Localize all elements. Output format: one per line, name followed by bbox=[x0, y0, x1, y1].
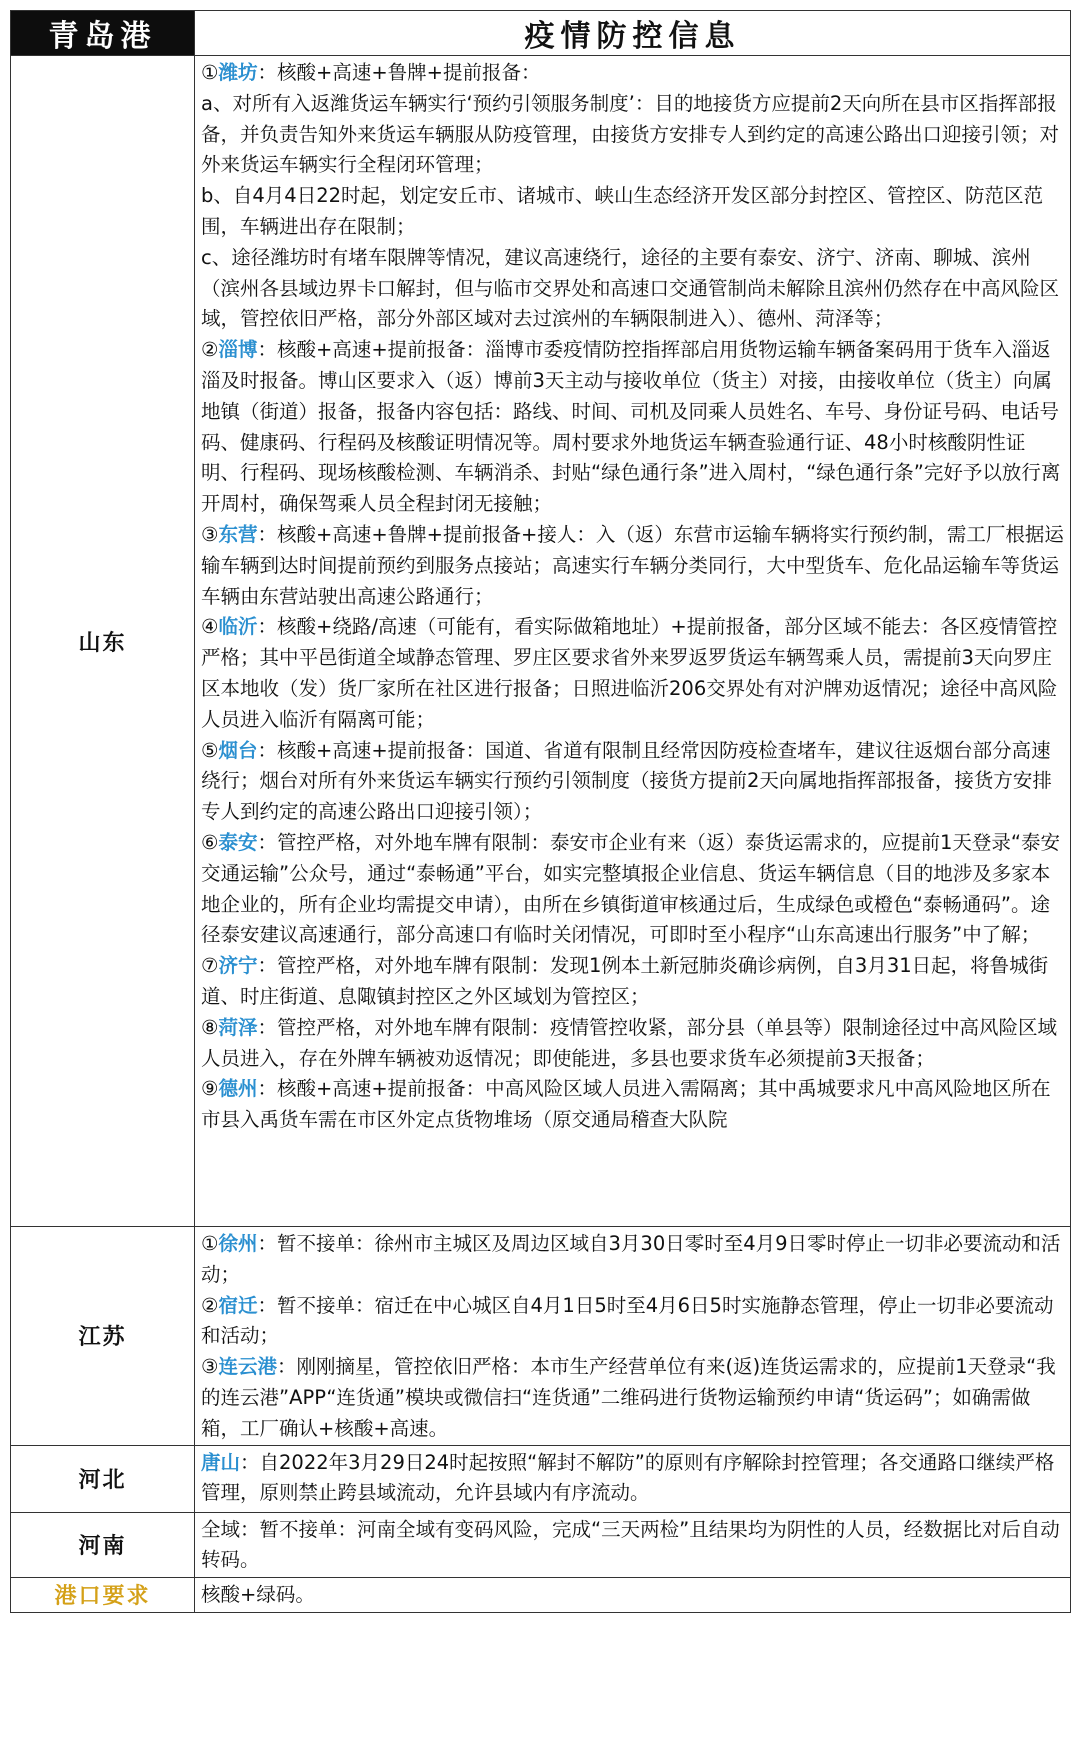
item-number: ① bbox=[201, 1232, 219, 1255]
city-name: 淄博 bbox=[218, 338, 258, 362]
item-text: ：刚刚摘星，管控依旧严格：本市生产经营单位有来(返)连货运需求的，应提前1天登录“我的连云港”APP“连货通”模块或微信扫“连货通”二维码进行货物运输预约申请“货运码”；如确需做箱，工厂确认+核酸+高速。 bbox=[201, 1355, 1056, 1440]
city-name: 德州 bbox=[218, 1077, 258, 1101]
item-text: ：核酸+高速+提前报备：中高风险区域人员进入需隔离；其中禹城要求凡中高风险地区所在市县入禹货车需在市区外定点货物堆场（原交通局稽查大队院 bbox=[201, 1077, 1051, 1132]
item-number: ⑨ bbox=[201, 1077, 219, 1101]
info-item bbox=[201, 736, 1064, 828]
row-hebei bbox=[11, 1445, 1071, 1512]
info-cell bbox=[195, 1445, 1071, 1512]
city-name: 唐山 bbox=[201, 1450, 241, 1474]
info-item bbox=[201, 951, 1064, 1013]
item-text: ：管控严格，对外地车牌有限制：泰安市企业有来（返）泰货运需求的，应提前1天登录“泰安交通运输”公众号，通过“泰畅通”平台，如实完整填报企业信息、货运车辆信息（目的地涉及多家本地企业的，所有企业均需提交申请），由所在乡镇街道审核通过后，生成绿色或橙色“泰畅通码”。途径泰安建议高速通行，部分高速口有临时关闭情况，可即时至小程序“山东高速出行服务”中了解； bbox=[201, 830, 1061, 947]
item-number: ③ bbox=[201, 1355, 219, 1379]
info-cell bbox=[195, 1227, 1071, 1446]
info-item bbox=[201, 58, 1064, 335]
item-text: ：核酸+高速+鲁牌+提前报备+接人：入（返）东营市运输车辆将实行预约制，需工厂根据运输车辆到达时间提前预约到服务点接站；高速实行车辆分类同行，大中型货车、危化品运输车等货运车辆由东营站驶出高速公路通行； bbox=[201, 522, 1064, 608]
item-text: ：管控严格，对外地车牌有限制：发现1例本土新冠肺炎确诊病例，自3月31日起，将鲁城街道、时庄街道、息陬镇封控区之外区域划为管控区； bbox=[201, 954, 1049, 1008]
row-jiangsu bbox=[11, 1227, 1071, 1446]
city-name: 临沂 bbox=[218, 615, 258, 639]
item-text: ：核酸+高速+提前报备：淄博市委疫情防控指挥部启用货物运输车辆备案码用于货车入淄返淄及时报备。博山区要求入（返）博前3天主动与接收单位（货主）对接，由接收单位（货主）向属地镇（街道）报备，报备内容包括：路线、时间、司机及同乘人员姓名、车号、身份证号码、电话号码、健康码、行程码及核酸证明情况等。周村要求外地货运车辆查验通行证、48小时核酸阴性证明、行程码、现场核酸检测、车辆消杀、封贴“绿色通行条”进入周村，“绿色通行条”完好予以放行离开周村，确保驾乘人员全程封闭无接触； bbox=[201, 338, 1061, 516]
item-text: ：核酸+高速+鲁牌+提前报备： a、对所有入返潍货运车辆实行‘预约引领服务制度’：目的地接货方应提前2天向所在县市区指挥部报备，并负责告知外来货运车辆服从防疫管理，由接货方安排专人到约定的高速公路出口迎接引领；对外来货运车辆实行全程闭环管理； b、自4月4日22时起，划定安丘市、诸城市、峡山生态经济开发区部分封控区、管控区、防范区范围，车辆进出存在限制； c、途径潍坊时有堵车限牌等情况，建议高速绕行，途径的主要有泰安、济宁、济南、聊城、滨州（滨州各县域边界卡口解封，但与临市交界处和高速口交通管制尚未解除且滨州仍然存在中高风险区域，管控依旧严格，部分外部区域对去过滨州的车辆限制进入）、德州、菏泽等； bbox=[201, 61, 1060, 331]
info-cell bbox=[195, 1577, 1071, 1612]
info-item bbox=[201, 1580, 1064, 1611]
info-item bbox=[201, 1074, 1064, 1136]
info-cell bbox=[195, 1512, 1071, 1577]
province-label: 山东 bbox=[11, 56, 195, 1227]
province-label: 河北 bbox=[11, 1445, 195, 1512]
item-number: ④ bbox=[201, 615, 219, 639]
item-number: ⑦ bbox=[201, 954, 219, 978]
row-port-requirements bbox=[11, 1577, 1071, 1612]
province-label: 江苏 bbox=[11, 1227, 195, 1446]
info-item bbox=[201, 1515, 1064, 1577]
info-item bbox=[201, 1229, 1064, 1291]
item-text: 核酸+绿码。 bbox=[201, 1582, 315, 1606]
item-text: ：自2022年3月29日24时起按照“解封不解防”的原则有序解除封控管理；各交通路口继续严格管理，原则禁止跨县域流动，允许县域内有序流动。 bbox=[201, 1450, 1055, 1505]
info-cell bbox=[195, 56, 1071, 1227]
info-item bbox=[201, 1013, 1064, 1075]
item-text: ：核酸+绕路/高速（可能有，看实际做箱地址）+提前报备，部分区域不能去：各区疫情管控严格；其中平邑街道全域静态管理、罗庄区要求省外来罗返罗货运车辆驾乘人员，需提前3天向罗庄区本地收（发）货厂家所在社区进行报备；日照进临沂206交界处有对沪牌劝返情况；途径中高风险人员进入临沂有隔离可能； bbox=[201, 615, 1058, 731]
city-name: 泰安 bbox=[218, 830, 258, 854]
item-text: ：管控严格，对外地车牌有限制：疫情管控收紧，部分县（单县等）限制途径过中高风险区域人员进入，存在外牌车辆被劝返情况；即使能进，多县也要求货车必须提前3天报备； bbox=[201, 1015, 1058, 1070]
city-name: 烟台 bbox=[218, 738, 258, 762]
item-text: ：核酸+高速+提前报备：国道、省道有限制且经常因防疫检查堵车，建议往返烟台部分高速绕行；烟台对所有外来货运车辆实行预约引领制度（接货方提前2天向属地指挥部报备，接货方安排专人到约定的高速公路出口迎接引领）； bbox=[201, 738, 1052, 824]
city-name: 济宁 bbox=[218, 954, 258, 978]
province-label: 港口要求 bbox=[11, 1577, 195, 1612]
info-item bbox=[201, 612, 1064, 735]
info-item bbox=[201, 1448, 1064, 1510]
city-name: 菏泽 bbox=[218, 1015, 258, 1039]
item-number: ③ bbox=[201, 522, 219, 546]
row-shandong bbox=[11, 56, 1071, 1227]
item-number: ⑧ bbox=[201, 1015, 219, 1039]
item-number: ① bbox=[201, 61, 219, 84]
item-number: ⑤ bbox=[201, 738, 219, 762]
city-name: 宿迁 bbox=[218, 1293, 258, 1317]
item-text: ：暂不接单：宿迁在中心城区自4月1日5时至4月6日5时实施静态管理，停止一切非必要流动和活动； bbox=[201, 1293, 1054, 1348]
city-name: 潍坊 bbox=[218, 61, 258, 84]
info-item bbox=[201, 335, 1064, 520]
info-item bbox=[201, 1291, 1064, 1353]
item-number: ⑥ bbox=[201, 830, 219, 854]
row-henan bbox=[11, 1512, 1071, 1577]
province-label: 河南 bbox=[11, 1512, 195, 1577]
item-number: ② bbox=[201, 338, 219, 362]
city-name: 徐州 bbox=[218, 1232, 258, 1255]
city-name: 连云港 bbox=[218, 1355, 277, 1379]
info-item bbox=[201, 1352, 1064, 1444]
epidemic-info-table bbox=[10, 10, 1071, 1613]
item-text: ：暂不接单：徐州市主城区及周边区域自3月30日零时至4月9日零时停止一切非必要流动和活动； bbox=[201, 1232, 1061, 1286]
city-name: 东营 bbox=[218, 522, 258, 546]
item-text: 全域：暂不接单：河南全域有变码风险，完成“三天两检”且结果均为阴性的人员，经数据比对后自动转码。 bbox=[201, 1517, 1060, 1572]
port-name-header: 青岛港 bbox=[11, 11, 195, 56]
info-item bbox=[201, 828, 1064, 951]
info-item bbox=[201, 520, 1064, 612]
info-title-header: 疫情防控信息 bbox=[195, 11, 1071, 56]
item-number: ② bbox=[201, 1293, 219, 1317]
